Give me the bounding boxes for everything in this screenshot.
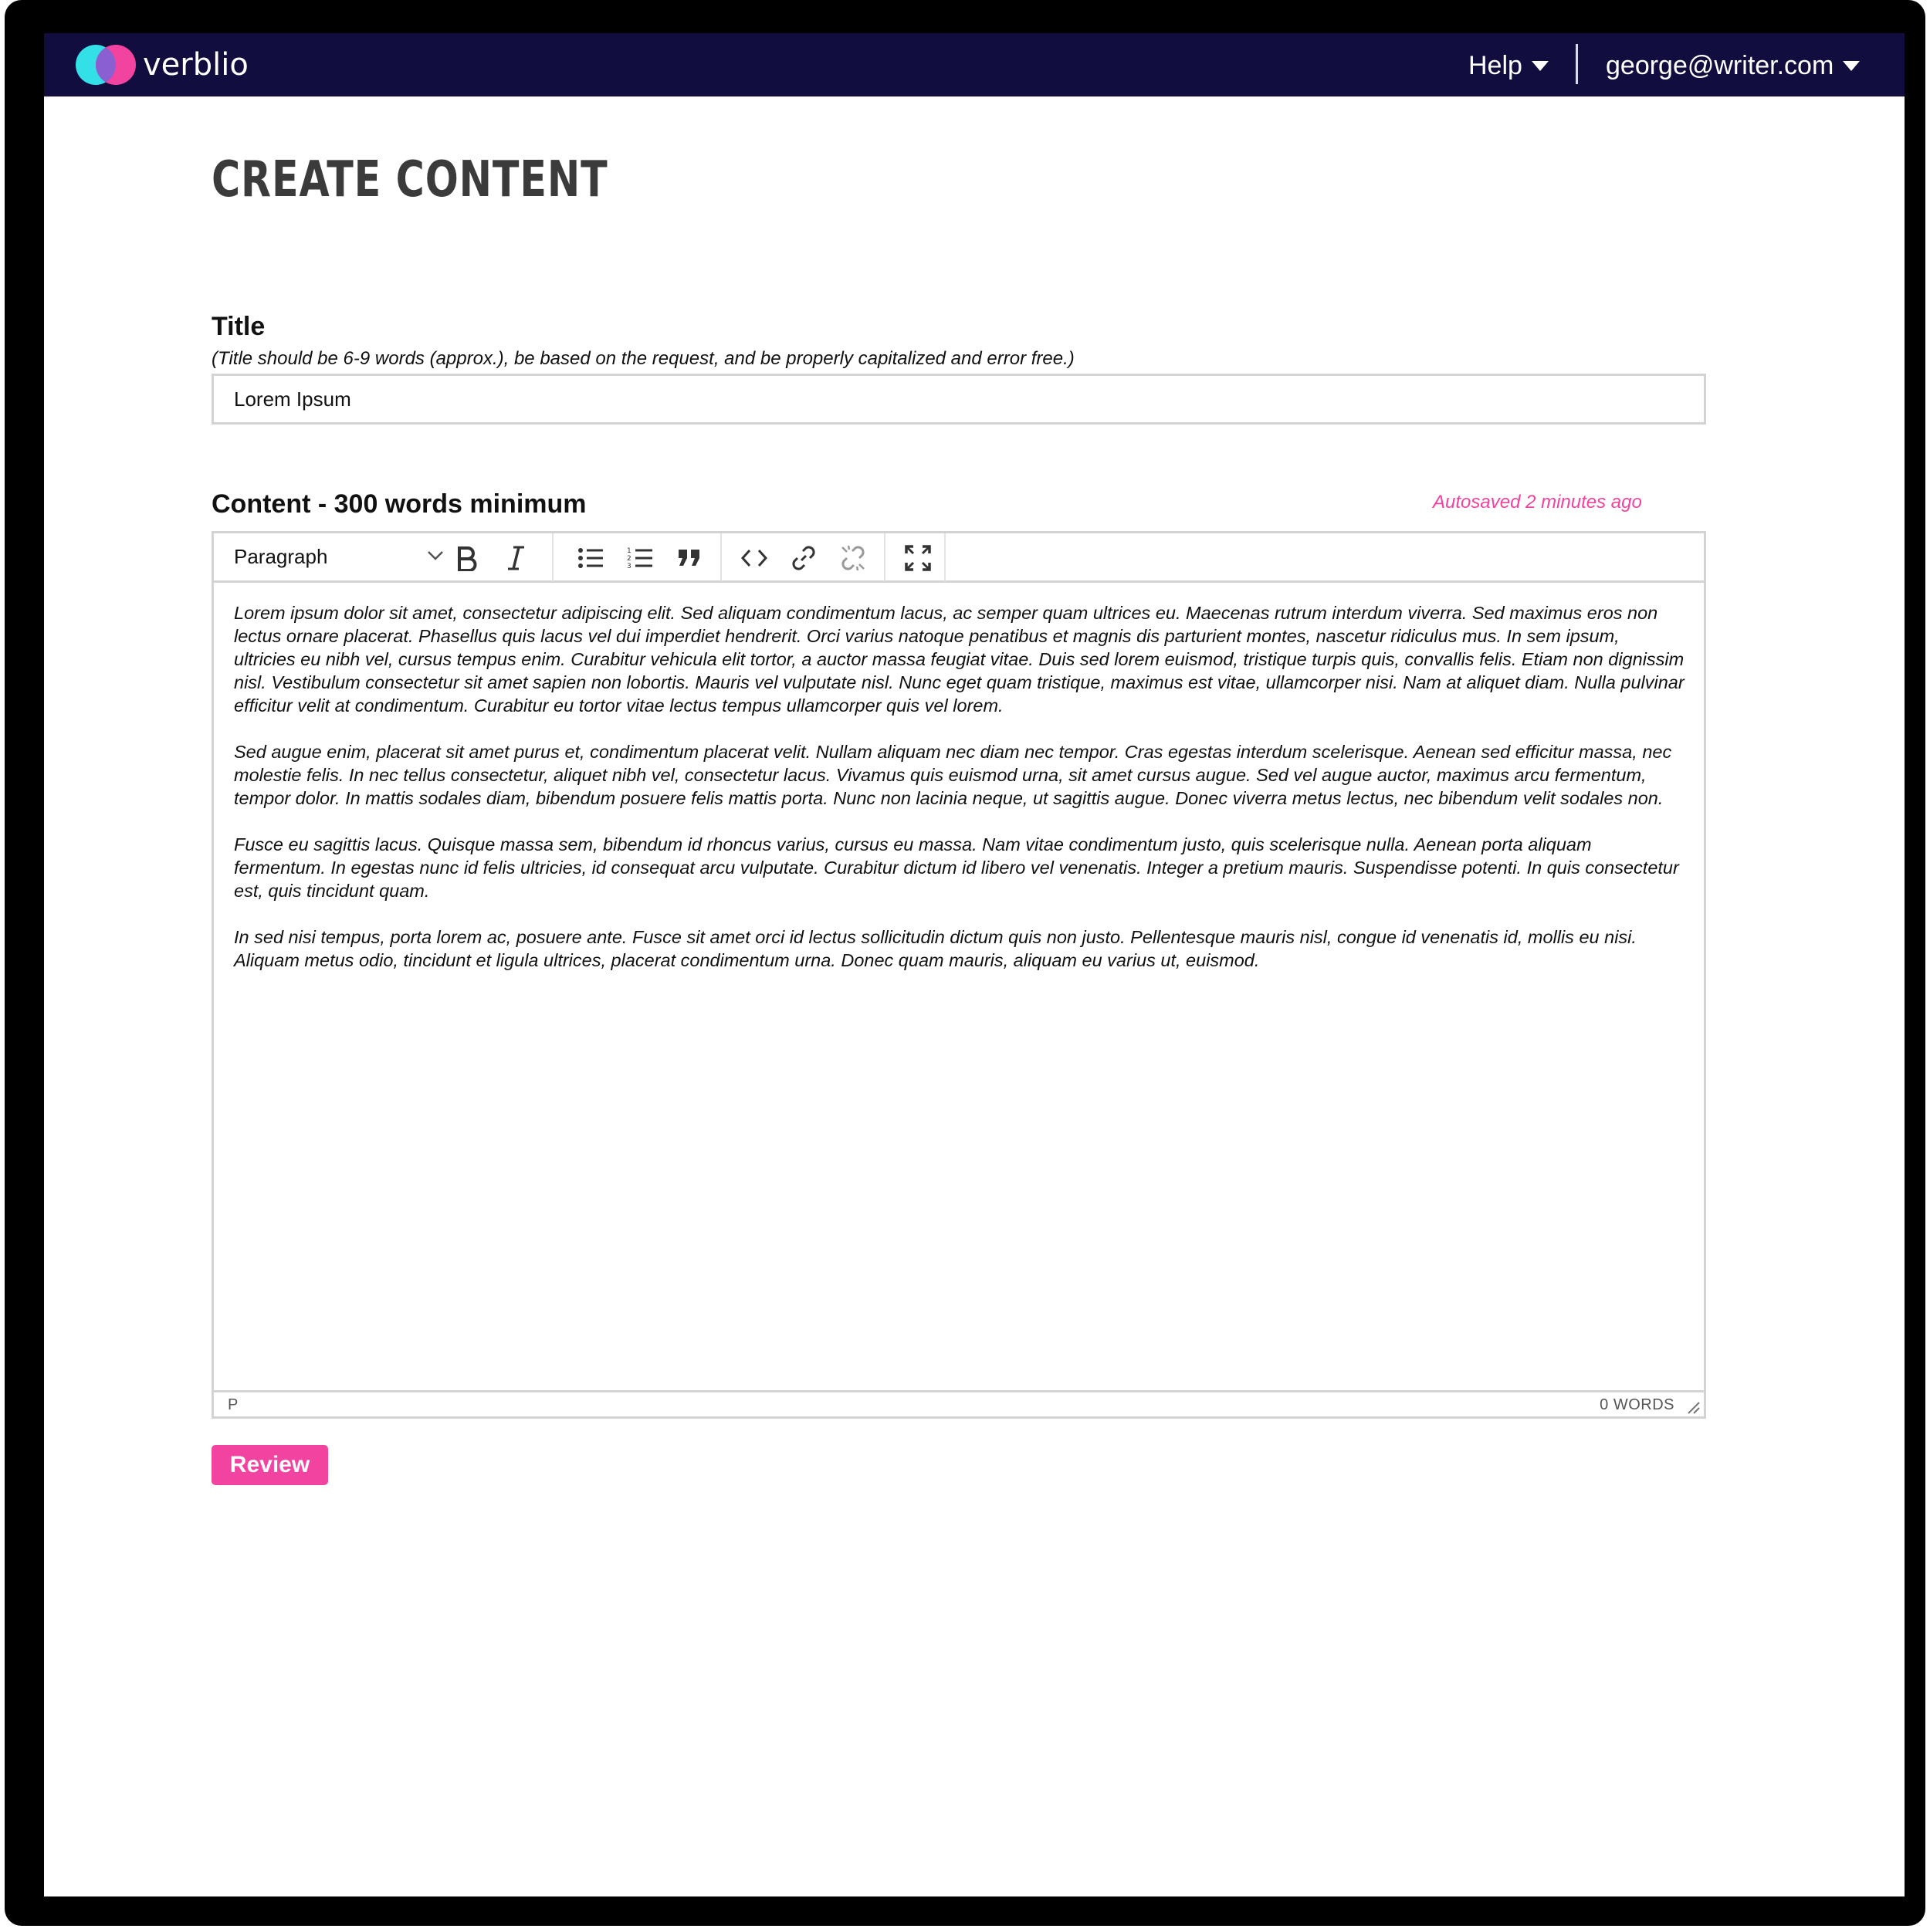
- bold-button[interactable]: [449, 541, 483, 575]
- blockquote-button[interactable]: [672, 541, 706, 575]
- block-format-value: Paragraph: [234, 545, 328, 568]
- content-label: Content - 300 words minimum: [212, 489, 587, 519]
- link-button[interactable]: [787, 541, 821, 575]
- title-input[interactable]: [212, 374, 1706, 425]
- numbered-list-button[interactable]: [623, 541, 657, 575]
- user-email: george@writer.com: [1606, 51, 1834, 80]
- bold-icon: [455, 545, 478, 571]
- rich-text-editor: [212, 531, 1706, 1419]
- unlink-button[interactable]: [836, 541, 870, 575]
- unlink-icon: [839, 544, 867, 572]
- bullet-list-button[interactable]: [574, 541, 608, 575]
- blockquote-icon: [677, 548, 702, 568]
- top-nav-bar: [44, 33, 1905, 96]
- chevron-down-icon: [427, 550, 444, 561]
- app-window: [44, 33, 1905, 1896]
- editor-paragraph: Sed augue enim, placerat sit amet purus et, condimentum placerat velit. Nullam aliquam nec diam nec tempor. Cras egestas interdum scelerisque. Aenean sed efficitur massa, nec molestie felis. In nec tellus consectetur, aliquet nibh vel, consectetur lacus. Vivamus quis euismod urna, sit amet cursus augue. Sed vel augue auctor, maximus arcu fermentum, tempor dolor. In mattis sodales diam, bibendum posuere felis mattis porta. Nunc non lacinia neque, ut sagittis augue. Donec viverra metus lectus, nec bibendum velit sodales non.: [234, 742, 1672, 808]
- svg-text:1: 1: [627, 547, 631, 555]
- editor-paragraph: Lorem ipsum dolor sit amet, consectetur adipiscing elit. Sed aliquam condimentum lacus, ac semper quam ultrices eu. Maecenas rutrum interdum viverra. Sed maximus eros non lectus ornare placerat. Phasellus quis lacus vel dui imperdiet hendrerit. Orci varius natoque penatibus et magnis dis parturient montes, nascetur ridiculus mus. In sem ipsum, ultricies eu nibh vel, cursus tempus enim. Curabitur vehicula elit tortor, a auctor massa feugiat vitae. Duis sed lorem euismod, tristique turpis quis, convallis felis. Etiam non dignissim nisl. Vestibulum consectetur sit amet sapien non lobortis. Mauris vel vulputate nisl. Nunc eget quam tristique, maximus est vitae, ullamcorper nisi. Nam at aliquet diam. Nulla pulvinar efficitur velit at condimentum. Curabitur eu tortor vitae lectus tempus ullamcorper quis vel lorem.: [234, 603, 1685, 716]
- editor-content-area[interactable]: [234, 601, 1685, 995]
- code-icon: [741, 549, 767, 567]
- brand-name[interactable]: verblio: [143, 47, 249, 83]
- autosave-status: Autosaved 2 minutes ago: [1433, 492, 1642, 513]
- editor-paragraph: In sed nisi tempus, porta lorem ac, posuere ante. Fusce sit amet orci id lectus sollicitudin dictum quis non justo. Pellentesque mauris nisl, congue id venenatis id, mollis eu nisi. Aliquam metus odio, tincidunt et ligula ultrices, placerat condimentum urna. Donec quam mauris, aliquam eu varius ut, euismod.: [234, 927, 1637, 970]
- element-path[interactable]: P: [228, 1396, 239, 1413]
- resize-handle-icon[interactable]: [1684, 1398, 1701, 1415]
- verblio-logo-icon[interactable]: [75, 44, 137, 86]
- caret-down-icon: [1843, 61, 1860, 71]
- word-count: 0 WORDS: [1600, 1396, 1674, 1413]
- block-format-select[interactable]: [234, 540, 444, 574]
- title-label: Title: [212, 312, 266, 341]
- link-icon: [790, 544, 818, 572]
- user-menu[interactable]: [1606, 47, 1860, 84]
- fullscreen-button[interactable]: [901, 541, 935, 575]
- help-menu[interactable]: [1468, 47, 1549, 84]
- code-button[interactable]: [737, 541, 771, 575]
- editor-statusbar: [214, 1390, 1704, 1416]
- toolbar-separator: [944, 533, 946, 581]
- numbered-list-icon: [627, 546, 653, 570]
- toolbar-separator: [884, 533, 885, 581]
- bullet-list-icon: [577, 546, 604, 570]
- italic-icon: [505, 545, 528, 571]
- toolbar-separator: [552, 533, 554, 581]
- editor-toolbar: [214, 533, 1704, 583]
- fullscreen-icon: [905, 545, 931, 571]
- review-button[interactable]: Review: [212, 1445, 328, 1485]
- svg-text:2: 2: [627, 555, 631, 563]
- svg-text:3: 3: [627, 563, 631, 570]
- caret-down-icon: [1532, 61, 1549, 71]
- nav-divider: [1576, 44, 1578, 84]
- help-menu-label: Help: [1468, 51, 1522, 80]
- title-hint: (Title should be 6-9 words (approx.), be based on the request, and be properly capitalized and error free.): [212, 348, 1075, 369]
- italic-button[interactable]: [499, 541, 533, 575]
- device-frame: [5, 0, 1925, 1926]
- toolbar-separator: [720, 533, 722, 581]
- editor-paragraph: Fusce eu sagittis lacus. Quisque massa sem, bibendum id rhoncus varius, cursus eu massa. Nam vitae condimentum justo, quis scelerisque nulla. Aenean porta aliquam fermentum. In egestas nunc id felis ultricies, id consequat arcu vulputate. Curabitur dictum id libero vel venenatis. Integer a pretium mauris. Suspendisse potenti. In quis consectetur est, quis tincidunt quam.: [234, 834, 1679, 901]
- page-title: CREATE CONTENT: [212, 151, 608, 208]
